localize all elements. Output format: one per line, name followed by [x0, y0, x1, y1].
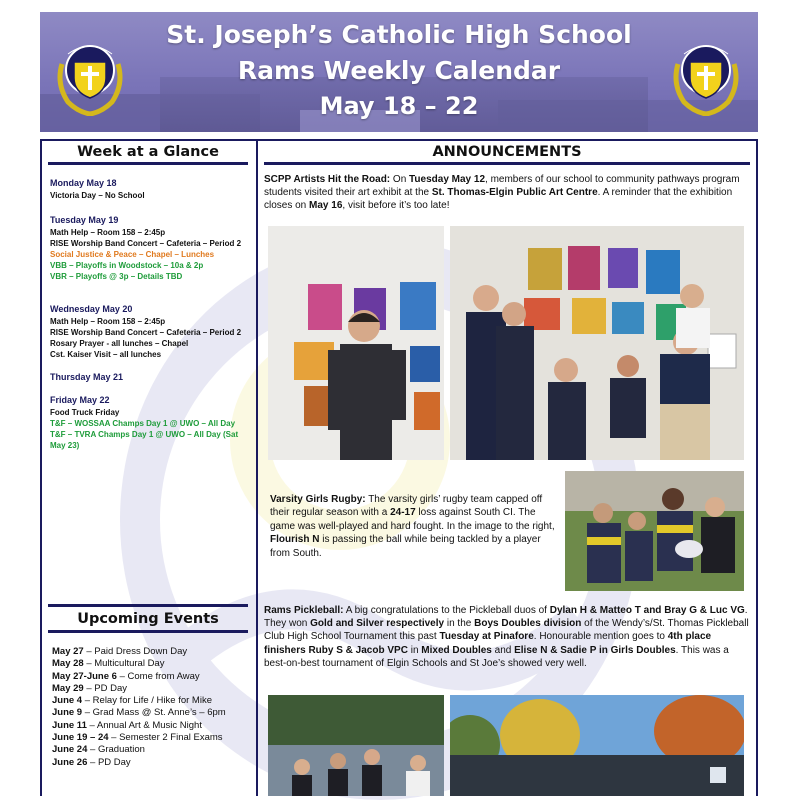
announcement-bold: May 16	[309, 200, 343, 211]
upcoming-events-list	[52, 646, 252, 769]
event-date: June 4	[52, 695, 83, 707]
scpp-announcement	[264, 173, 752, 212]
announcement-text: . They won	[264, 605, 748, 630]
event-date: May 27	[52, 646, 84, 657]
announcement-bold: Tuesday at Pinafore	[439, 631, 534, 643]
event-row	[52, 658, 252, 670]
announcement-bold: Dylan H & Matteo T and Bray G & Luc VG	[549, 605, 745, 616]
event-date: June 9	[52, 707, 83, 719]
announcement-heading: SCPP Artists Hit the Road:	[264, 174, 391, 185]
event-date: June 11	[52, 719, 87, 731]
announcement-bold: Flourish N	[270, 534, 320, 546]
rugby-announcement	[270, 493, 555, 560]
day-item: Math Help – Room 158 – 2:45p	[50, 228, 166, 237]
day-title: Monday May 18	[50, 178, 117, 188]
week-at-a-glance-list	[50, 178, 250, 463]
event-row	[52, 707, 252, 719]
event-row	[52, 744, 252, 756]
day-title: Thursday May 21	[50, 372, 124, 382]
day-block	[50, 215, 250, 282]
photo-pickleball-courts	[450, 695, 744, 796]
heading-rule	[48, 630, 248, 633]
day-item: T&F – TVRA Champs Day 1 @ UWO – All Day (Sat May 23)	[50, 430, 239, 450]
right-column-border	[756, 139, 758, 796]
calendar-title: Rams Weekly Calendar	[237, 56, 561, 85]
event-date: June 26	[52, 756, 88, 768]
announcement-bold: 24-17	[390, 507, 416, 519]
photo-rugby-game	[565, 471, 744, 591]
announcement-text: On	[390, 174, 410, 185]
day-item: Social Justice & Peace – Chapel – Lunches	[50, 250, 215, 259]
day-item: Victoria Day – No School	[50, 191, 145, 200]
week-at-a-glance-heading: Week at a Glance	[77, 144, 219, 160]
event-desc: – Multicultural Day	[83, 658, 165, 670]
event-desc: – Come from Away	[116, 670, 200, 682]
day-title: Friday May 22	[50, 395, 110, 405]
announcement-bold: Tuesday May 12	[409, 174, 486, 185]
header-banner	[40, 12, 758, 132]
event-date: June 24	[52, 744, 88, 756]
day-title: Wednesday May 20	[50, 304, 133, 314]
event-row	[52, 683, 252, 695]
event-date: May 27-June 6	[52, 670, 117, 682]
announcement-bold: Boys Doubles division	[474, 618, 582, 630]
event-desc: – Grad Mass @ St. Anne’s – 6pm	[82, 707, 226, 719]
event-desc: – Graduation	[87, 744, 145, 756]
announcement-bold: 4th place finishers Ruby S & Jacob VPC	[264, 631, 712, 656]
day-item: RISE Worship Band Concert – Cafeteria – Period 2	[50, 239, 242, 248]
event-desc: – PD Day	[83, 682, 127, 694]
photo-pickleball-team	[268, 695, 444, 796]
photo-student-art	[268, 226, 444, 460]
announcement-text: A big congratulations to the Pickleball duos of	[343, 605, 550, 616]
photo-group-gallery	[450, 226, 744, 460]
announcement-text: . Honourable mention goes to	[533, 631, 668, 643]
day-item: VBR – Playoffs @ 3p – Details TBD	[50, 272, 183, 281]
day-block	[50, 304, 250, 360]
heading-rule	[264, 162, 750, 165]
event-row	[52, 732, 252, 744]
day-item: RISE Worship Band Concert – Cafeteria – Period 2	[50, 328, 242, 337]
announcement-text: in	[407, 644, 422, 656]
announcement-bold: St. Thomas-Elgin Public Art Centre	[431, 187, 598, 198]
event-desc: – Annual Art & Music Night	[86, 719, 202, 731]
announcement-text: , members of our school to community pathways program students visited their art exhibit at the	[264, 174, 740, 198]
announcement-text: . A reminder that the exhibition closes on	[264, 187, 733, 211]
announcement-text: and	[491, 644, 515, 656]
announcement-text: The varsity girls’ rugby team capped off their regular season with a	[270, 494, 543, 519]
day-item: Food Truck Friday	[50, 408, 120, 417]
event-row	[52, 757, 252, 769]
day-item: VBB – Playoffs in Woodstock – 10a & 2p	[50, 261, 204, 270]
day-block	[50, 178, 250, 201]
event-row	[52, 695, 252, 707]
announcement-text: in the	[444, 618, 475, 630]
pickleball-announcement	[264, 604, 752, 670]
upcoming-events-heading: Upcoming Events	[77, 611, 219, 627]
announcement-bold: Elise N & Sadie P in Girls Doubles	[514, 644, 676, 656]
calendar-dates: May 18 – 22	[319, 92, 479, 120]
event-date: June 19 – 24	[52, 732, 109, 744]
event-desc: – Paid Dress Down Day	[83, 646, 188, 657]
announcement-bold: Mixed Doubles	[421, 644, 492, 656]
day-item: Math Help – Room 158 – 2:45p	[50, 317, 166, 326]
heading-rule	[48, 604, 248, 607]
announcements-heading: ANNOUNCEMENTS	[432, 144, 582, 160]
event-row	[52, 646, 252, 658]
event-desc: – PD Day	[87, 756, 131, 768]
day-block	[50, 372, 250, 383]
event-desc: – Relay for Life / Hike for Mike	[82, 695, 212, 707]
day-item: T&F – WOSSAA Champs Day 1 @ UWO – All Day	[50, 419, 236, 428]
day-item: Rosary Prayer - all lunches – Chapel	[50, 339, 189, 348]
announcement-text: is passing the ball while being tackled by a player from South.	[270, 534, 541, 559]
event-date: May 28	[52, 658, 84, 670]
announcement-text: of the Wendy’s/St. Thomas Pickleball Club High School Tournament this past	[264, 618, 749, 643]
event-row	[52, 720, 252, 732]
announcement-text: loss against South CI. The game was well-played and hard fought. In the image to the right,	[270, 507, 555, 532]
day-title: Tuesday May 19	[50, 215, 119, 225]
announcement-heading: Varsity Girls Rugby:	[270, 494, 366, 505]
event-row	[52, 671, 252, 683]
day-item: Cst. Kaiser Visit – all lunches	[50, 350, 162, 359]
day-block	[50, 395, 250, 451]
announcement-text: , visit before it’s too late!	[342, 200, 450, 211]
announcement-text: . This was a best-on-best tournament of Elgin Schools and St Joe’s showed very well.	[264, 644, 729, 669]
announcement-heading: Rams Pickleball:	[264, 605, 344, 616]
event-date: May 29	[52, 682, 84, 694]
heading-rule	[48, 162, 248, 165]
event-desc: – Semester 2 Final Exams	[108, 732, 223, 744]
announcement-bold: Gold and Silver respectively	[310, 618, 445, 630]
school-name: St. Joseph’s Catholic High School	[166, 20, 632, 49]
